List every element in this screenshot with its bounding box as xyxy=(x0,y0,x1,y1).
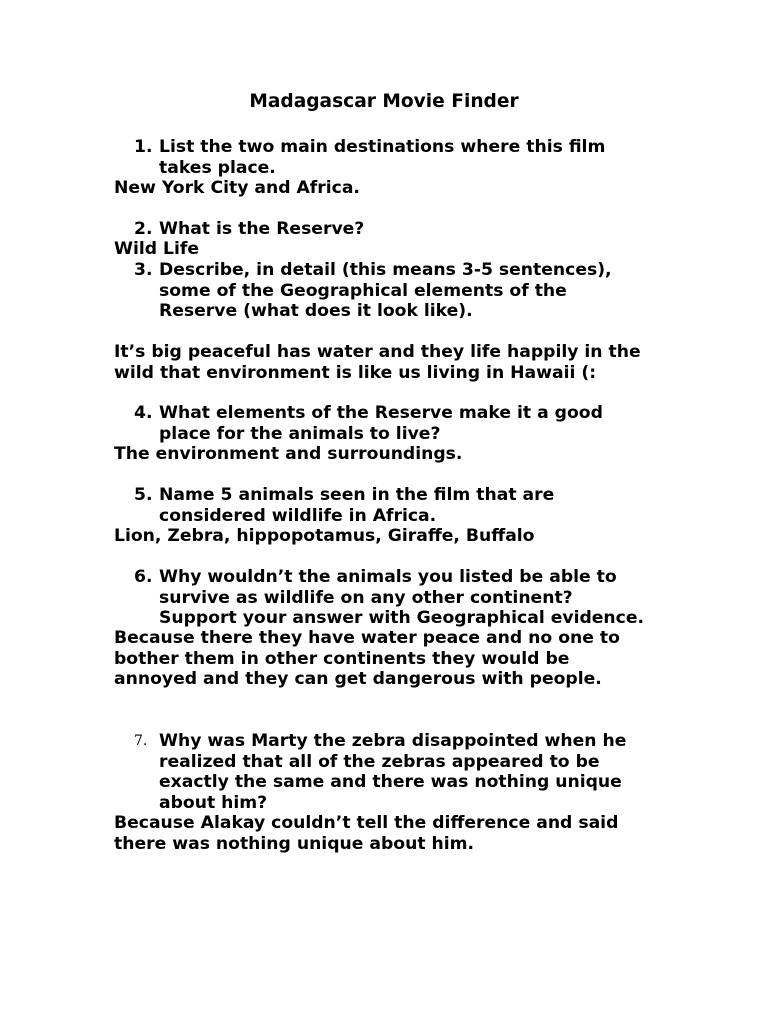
question-line: What is the Reserve? xyxy=(159,219,365,239)
answer-6 xyxy=(114,628,674,690)
answer-line: Lion, Zebra, hippopotamus, Giraffe, Buffalo xyxy=(114,526,535,546)
answer-5 xyxy=(114,526,674,547)
question-line: some of the Geographical elements of the xyxy=(159,280,567,301)
answer-line: Because Alakay couldn’t tell the difference and said xyxy=(114,813,619,833)
question-text xyxy=(159,137,659,178)
question-line: List the two main destinations where this film xyxy=(159,137,606,157)
answer-1 xyxy=(114,178,674,199)
question-line: about him? xyxy=(159,792,268,813)
question-line: Reserve (what does it look like). xyxy=(159,301,473,322)
question-line: Why was Marty the zebra disappointed when he xyxy=(159,731,627,751)
question-number: 5. xyxy=(134,485,153,505)
answer-line: New York City and Africa. xyxy=(114,178,360,198)
question-line: survive as wildlife on any other continent? xyxy=(159,587,573,608)
question-line: Why wouldn’t the animals you listed be able to xyxy=(159,567,617,587)
answer-7 xyxy=(114,813,674,854)
answer-4 xyxy=(114,444,674,465)
answer-line: there was nothing unique about him. xyxy=(114,833,475,854)
question-text xyxy=(159,567,659,629)
answer-line: wild that environment is like us living in Hawaii (: xyxy=(114,362,597,383)
answer-line: It’s big peaceful has water and they life happily in the xyxy=(114,342,641,362)
question-number: 2. xyxy=(134,219,153,239)
question-line: place for the animals to live? xyxy=(159,423,441,444)
question-text xyxy=(159,731,659,813)
question-number: 1. xyxy=(134,137,153,157)
answer-3 xyxy=(114,342,674,383)
question-number: 6. xyxy=(134,567,153,587)
document-title: Madagascar Movie Finder xyxy=(249,91,519,112)
question-line: Support your answer with Geographical evidence. xyxy=(159,608,645,629)
question-number: 7. xyxy=(134,733,148,749)
answer-line: Because there they have water peace and no one to xyxy=(114,628,620,648)
question-number: 4. xyxy=(134,403,153,423)
answer-2 xyxy=(114,239,674,260)
answer-line: Wild Life xyxy=(114,239,200,259)
question-line: takes place. xyxy=(159,157,276,178)
question-text xyxy=(159,485,659,526)
answer-line: bother them in other continents they would be xyxy=(114,648,570,669)
question-line: Describe, in detail (this means 3-5 sentences), xyxy=(159,260,612,280)
answer-line: The environment and surroundings. xyxy=(114,444,463,464)
answer-line: annoyed and they can get dangerous with people. xyxy=(114,669,602,690)
question-line: Name 5 animals seen in the film that are xyxy=(159,485,555,505)
question-text xyxy=(159,219,659,240)
question-line: exactly the same and there was nothing unique xyxy=(159,772,622,793)
question-text xyxy=(159,260,659,322)
question-line: realized that all of the zebras appeared to be xyxy=(159,751,600,772)
question-line: What elements of the Reserve make it a good xyxy=(159,403,603,423)
question-text xyxy=(159,403,659,444)
question-number: 3. xyxy=(134,260,153,280)
question-line: considered wildlife in Africa. xyxy=(159,505,437,526)
